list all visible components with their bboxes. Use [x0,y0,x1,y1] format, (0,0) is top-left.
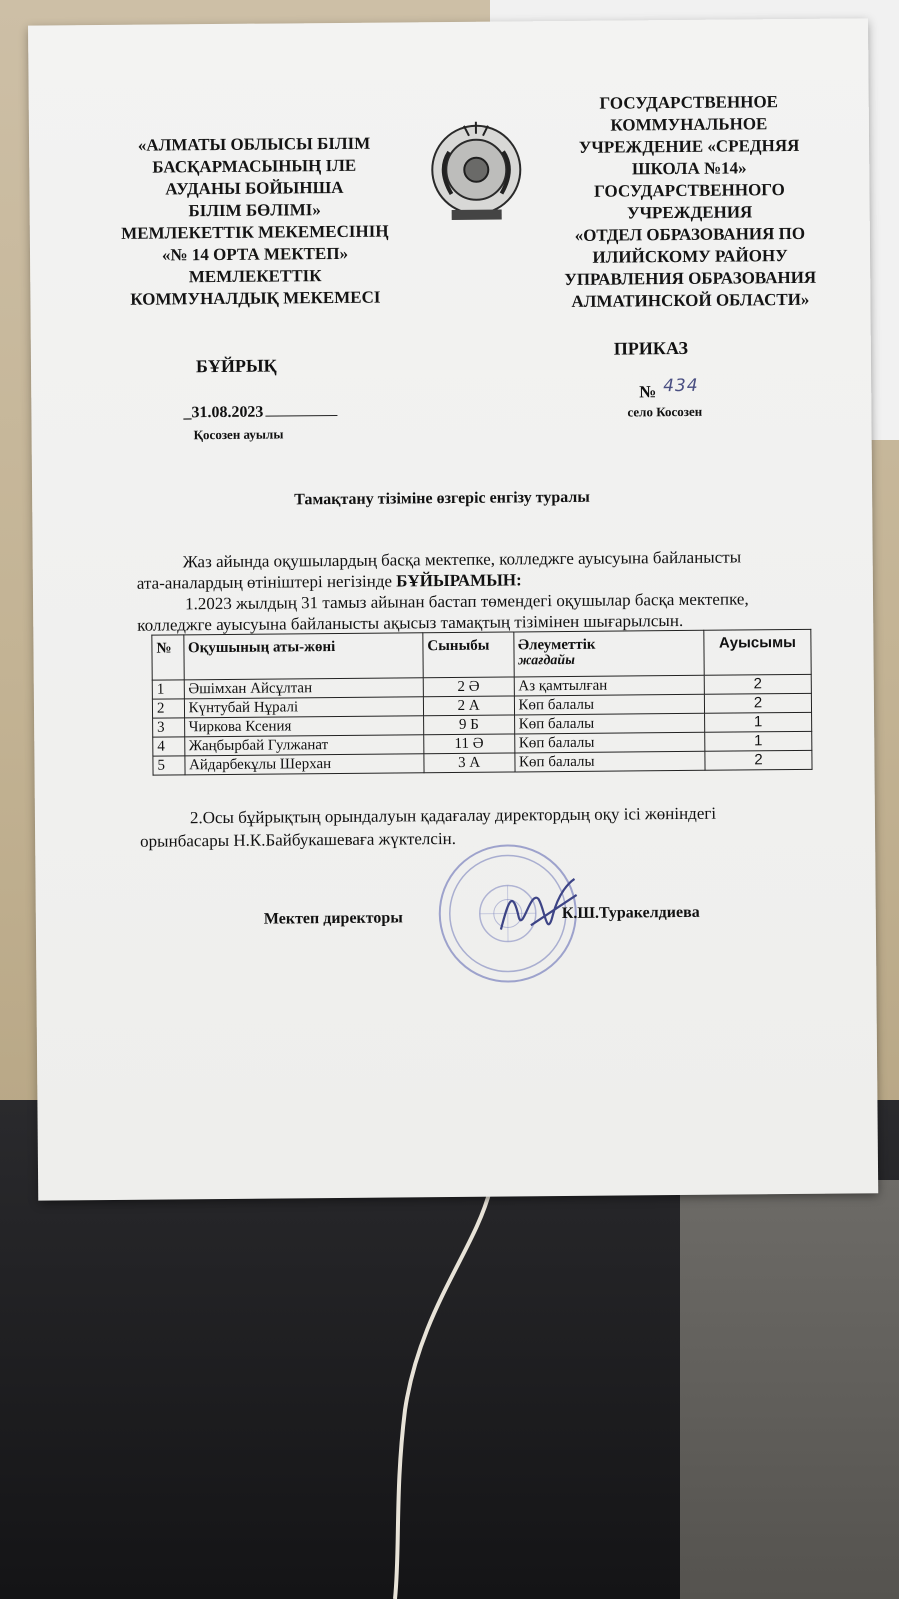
paragraph-2-line-2: колледжге ауысуына байланысты ақысыз тамақтың тізімінен шығарылсын. [137,610,684,635]
table-row: 2 Күнтубай Нұралі 2 А Көп балалы 2 [152,693,811,718]
date-underline [265,415,337,417]
header-name: Оқушының аты-жөні [183,633,423,680]
table-header-row [152,629,811,680]
table-row: 3 Чиркова Ксения 9 Б Көп балалы 1 [153,712,812,737]
header-social: Әлеуметтік жағдайы [513,630,704,677]
document-title: Тамақтану тізіміне өзгеріс енгізу туралы [294,488,590,509]
order-date: _31.08.2023 [183,403,337,422]
paragraph-2-line-1: 1.2023 жылдың 31 тамыз айынан бастап төмендегі оқушылар басқа мектепке, [184,589,749,614]
state-emblem-icon [429,111,525,227]
header-no: № [152,635,184,680]
order-document [28,18,878,1200]
village-ru: село Косозен [627,403,703,420]
table-row: 4 Жаңбырбай Гулжанат 11 Ә Көп балалы 1 [153,731,812,756]
paragraph-3-line-2: орынбасары Н.К.Байбукашеваға жүктелсін. [140,828,457,851]
table-row: 5 Айдарбекұлы Шерхан 3 А Көп балалы 2 [153,750,812,775]
order-label-kz: БҰЙРЫҚ [195,355,277,377]
table-row: 1 Әшімхан Айсұлтан 2 Ә Аз қамтылған 2 [152,674,811,699]
header-russian: ГОСУДАРСТВЕННОЕ КОММУНАЛЬНОЕ УЧРЕЖДЕНИЕ «СРЕДНЯЯ ШКОЛА №14» ГОСУДАРСТВЕННОГО УЧРЕЖДЕНИЯ «ОТДЕЛ ОБРАЗОВАНИЯ ПО ИЛИЙСКОМУ РАЙОНУ УПРАВЛЕНИЯ ОБРАЗОВАНИЯ АЛМАТИНСКОЙ ОБЛАСТИ» [564,92,817,311]
order-number-label: № [639,382,657,402]
village-kz: Қосозен ауылы [193,426,284,443]
floor-grey [680,1180,899,1599]
paragraph-3-line-1: 2.Осы бұйрықтың орындалуын қадағалау директордың оқу ісі жөніндегі [189,803,717,828]
signer-title: Мектеп директоры [263,909,403,928]
white-cable [380,1190,500,1599]
order-label-ru: ПРИКАЗ [613,337,689,359]
header-kazakh: «АЛМАТЫ ОБЛЫСЫ БІЛІМ БАСҚАРМАСЫНЫҢ ІЛЕ АУДАНЫ БОЙЫНША БІЛІМ БӨЛІМІ» МЕМЛЕКЕТТІК МЕКЕМЕСІНІҢ «№ 14 ОРТА МЕКТЕП» МЕМЛЕКЕТТІК КОММУНАЛДЫҚ МЕКЕМЕСІ [121,133,389,309]
paragraph-1-line-2: ата-аналардың өтініштері негізінде БҰЙЫРАМЫН: [136,570,522,593]
header-class: Сыныбы [423,632,514,678]
signer-name: К.Ш.Туракелдиева [561,903,700,923]
paragraph-1-line-1: Жаз айында оқушылардың басқа мектепке, колледжге ауысуына байланысты [182,547,742,572]
students-table [151,629,812,776]
header-shift: Ауысымы [704,629,811,675]
order-number-handwritten: 434 [663,375,699,397]
